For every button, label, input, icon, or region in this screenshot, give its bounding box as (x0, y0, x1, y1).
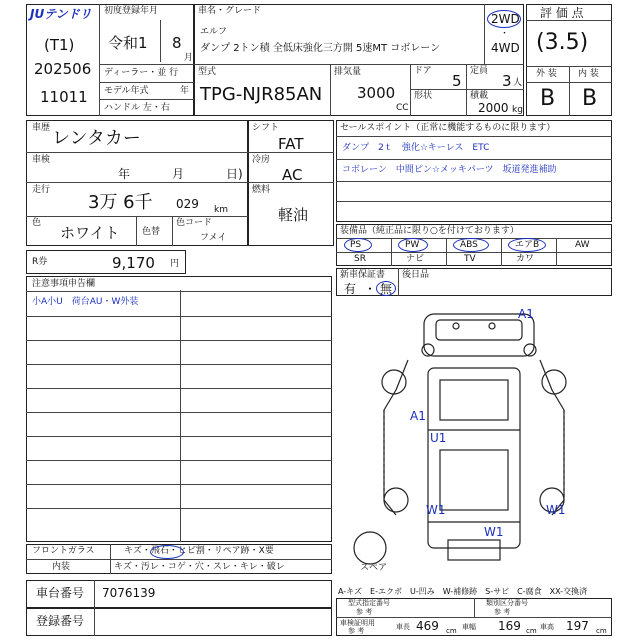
equip-aw: AW (575, 240, 590, 250)
ac-label: 冷房 (252, 155, 271, 165)
equip-pw: PW (405, 240, 420, 250)
class-label: 類別区分番号 (486, 599, 528, 607)
equip-navi: ナビ (406, 254, 425, 264)
damage-w1-right: W1 (546, 503, 566, 517)
len-unit: cm (446, 627, 457, 635)
type-ref: 参 考 (356, 608, 373, 616)
inspect-month: 月 (172, 167, 185, 181)
len-value: 469 (416, 619, 439, 633)
warranty-has: 有 (344, 282, 357, 296)
warranty-none: 無 (380, 282, 393, 296)
regno-label: 登録番号 (36, 614, 85, 628)
recycle-label: R券 (32, 257, 48, 267)
shift-label: シフト (252, 123, 280, 133)
damage-w1-left: W1 (426, 503, 446, 517)
code-label: 色コード (176, 218, 213, 228)
equip-leather: カワ (516, 254, 535, 264)
reg-month: 8 (172, 34, 182, 52)
mileage-unit: km (214, 205, 228, 215)
spare-label: スペア (360, 563, 388, 573)
load-unit: kg (512, 105, 523, 115)
inspect-day: 日) (226, 167, 243, 181)
drive-4wd: 4WD (491, 41, 520, 55)
load-label: 積載 (470, 91, 489, 101)
warranty-sep: ・ (364, 282, 377, 296)
disp-value: 3000 (357, 84, 396, 102)
cap-unit: 人 (513, 78, 523, 88)
recycle-value: 9,170 (112, 254, 155, 272)
car-name1: エルフ (200, 27, 228, 37)
damage-a1-side: A1 (410, 409, 426, 423)
int-grade: B (582, 86, 598, 111)
grade-score: (3.5) (536, 30, 589, 55)
inspect-label: 車検 (32, 155, 51, 165)
drive-2wd: 2WD (491, 12, 520, 26)
mileage-label: 走行 (32, 185, 51, 195)
fuel-label: 燃料 (252, 185, 271, 195)
equip-airbag: エアB (515, 240, 540, 250)
record-label: 後日品 (402, 270, 430, 280)
model-value: TPG-NJR85AN (200, 84, 323, 105)
wid-label: 車幅 (462, 623, 476, 631)
door-value: 5 (452, 72, 462, 90)
damage-legend: A-キズ E-エクボ U-凹み W-補修跡 S-サビ C-腐食 XX-交換済 (338, 587, 588, 596)
cap-value: 3 (502, 72, 512, 90)
inspect-year: 年 (118, 167, 131, 181)
glass-label: フロントガラス (32, 546, 95, 556)
color-label: 色 (32, 218, 42, 228)
equip-abs: ABS (460, 240, 478, 250)
reg-label: 初度登録年月 (104, 6, 159, 16)
code2: 202506 (34, 60, 92, 78)
mileage-value: 3万 6千 (88, 192, 153, 213)
reg-month-unit: 月 (184, 53, 194, 63)
selling-line2: コボレーン 中間ピン☆メッキパーツ 坂道発進補助 (342, 165, 557, 175)
code3: 11011 (40, 88, 88, 106)
grade-label: 評 価 点 (540, 6, 584, 20)
disp-label: 排気量 (334, 67, 362, 77)
recycle-block (26, 250, 186, 274)
cert-label: 車検証明用 (340, 619, 375, 627)
glass-options: キズ・飛石・ヒビ割・リペア跡・X要 (124, 546, 274, 556)
cert-ref: 参 考 (348, 627, 365, 635)
hei-label: 車高 (540, 623, 554, 631)
color-value: ホワイト (60, 224, 120, 242)
car-name2: ダンプ 2トン積 全低床強化三方開 5速MT コボレーン (200, 43, 441, 54)
damage-u1: U1 (430, 431, 447, 445)
model-label: 型式 (198, 67, 217, 77)
history-value: レンタカー (52, 128, 141, 149)
dealer-label: ディーラー・並 行 (104, 68, 179, 78)
notes-text: 小A小U 荷台AU・W外装 (32, 297, 139, 307)
type-label: 型式指定番号 (348, 599, 390, 607)
ext-grade: B (540, 86, 556, 111)
interior-options: キズ・汚レ・コゲ・穴・スレ・キレ・破レ (114, 562, 285, 572)
selling-label: セールスポイント（正常に機能するものに限ります） (340, 123, 556, 133)
wid-value: 169 (498, 619, 521, 633)
model-year-label: モデル年式 (104, 86, 149, 96)
chassis-value: 7076139 (102, 586, 156, 600)
reg-era: 令和1 (108, 34, 148, 52)
damage-a1-top: A1 (518, 307, 534, 321)
recycle-unit: 円 (170, 259, 180, 269)
shade-label: 色替 (142, 227, 161, 237)
history-label: 車歴 (32, 123, 51, 133)
shape-label: 形状 (414, 91, 433, 101)
cap-label: 定員 (470, 66, 489, 76)
equip-tv: TV (464, 254, 476, 264)
wid-unit: cm (526, 627, 537, 635)
drive-dot: ・ (500, 29, 510, 39)
chassis-label: 車台番号 (36, 586, 85, 600)
interior-label: 内装 (52, 562, 71, 572)
equip-sr: SR (354, 254, 366, 264)
shift-value: FAT (278, 135, 304, 153)
year-unit: 年 (180, 86, 190, 96)
code1: (T1) (44, 36, 75, 54)
warranty-label: 新車保証書 (340, 270, 386, 280)
disp-unit: CC (396, 103, 409, 113)
load-value: 2000 (478, 101, 509, 115)
equip-label: 装備品（純正品に限り○を付けております） (340, 226, 519, 236)
notes-label: 注意事項申告欄 (32, 279, 96, 289)
len-label: 車長 (396, 623, 410, 631)
car-label: 車名・グレード (198, 6, 262, 16)
fuel-value: 軽油 (278, 206, 309, 224)
auction-logo: JUテンドリ (30, 7, 92, 21)
hei-unit: cm (596, 627, 607, 635)
hei-value: 197 (566, 619, 589, 633)
handle-label: ハンドル 左・右 (104, 103, 170, 113)
damage-w1-rear: W1 (484, 525, 504, 539)
code-value: フメイ (200, 233, 227, 243)
class-ref: 参 考 (494, 608, 511, 616)
door-label: ドア (414, 66, 432, 76)
mileage-small: 029 (176, 197, 199, 211)
ext-label: 外 装 (536, 69, 557, 79)
int-label: 内 装 (578, 69, 599, 79)
selling-line1: ダンプ 2ｔ 強化☆キーレス ETC (342, 143, 490, 153)
ac-value: AC (282, 166, 303, 184)
equip-ps: PS (350, 240, 362, 250)
vehicle-diagram (336, 300, 612, 580)
